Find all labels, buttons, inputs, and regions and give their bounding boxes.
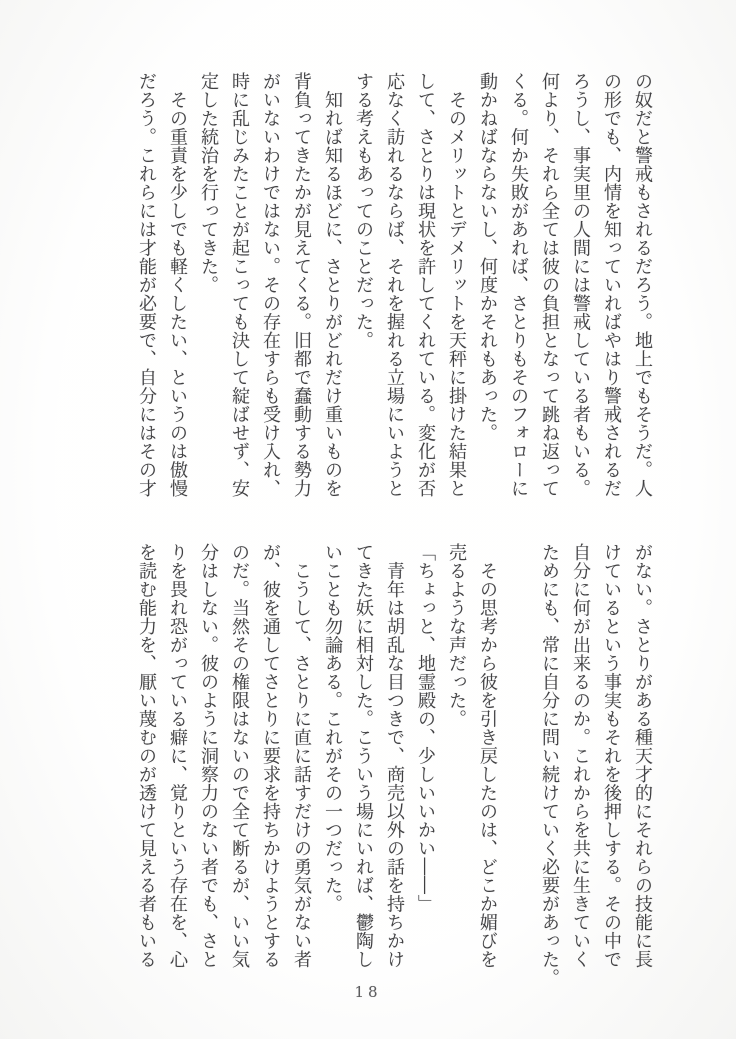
text-column: けているという事実もそれを後押しする。その中で bbox=[601, 543, 622, 969]
upper-text-block bbox=[131, 72, 658, 496]
text-column: の形でも、内情を知っていればやはり警戒されるだ bbox=[601, 72, 622, 498]
text-column: くる。何か失敗があれば、さとりもそのフォローに bbox=[508, 72, 529, 498]
text-column: が、彼を通してさとりに要求を持ちかけようとする bbox=[260, 543, 281, 969]
text-column: がいないわけではない。その存在すらも受け入れ、 bbox=[260, 72, 281, 498]
text-column: して、さとりは現状を許してくれている。変化が否 bbox=[415, 72, 436, 498]
text-column: ろうし、事実里の人間には警戒している者もいる。 bbox=[570, 72, 591, 498]
text-column: こうして、さとりに直に話すだけの勇気がない者 bbox=[291, 543, 312, 969]
text-column: 背負ってきたかが見えてくる。旧都で蠢動する勢力 bbox=[291, 72, 312, 498]
text-column: 知れば知るほどに、さとりがどれだけ重いものを bbox=[322, 72, 343, 498]
text-column: 動かねばならないし、何度かそれもあった。 bbox=[477, 72, 498, 442]
text-column: がない。さとりがある種天才的にそれらの技能に長 bbox=[632, 543, 653, 969]
text-column: 売るような声だった。 bbox=[446, 543, 467, 728]
text-column: 定した統治を行ってきた。 bbox=[198, 72, 219, 294]
blank-text-column bbox=[503, 543, 534, 967]
text-column: する考えもあってのことだった。 bbox=[353, 72, 374, 350]
lower-text-block bbox=[131, 543, 658, 987]
text-column: のだ。当然その権限はないので全て断るが、いい気 bbox=[229, 543, 250, 969]
text-column: の奴だと警戒もされるだろう。地上でもそうだ。人 bbox=[632, 72, 653, 498]
text-column: てきた妖に相対した。こういう場にいれば、鬱陶し bbox=[353, 543, 374, 969]
dialogue-column: 「ちょっと、地霊殿の、少しいいかい――」 bbox=[415, 543, 436, 913]
text-column: ためにも、常に自分に問い続けていく必要があった。 bbox=[539, 543, 560, 987]
text-column: だろう。これらには才能が必要で、自分にはその才 bbox=[136, 72, 157, 498]
text-column: を読む能力を、厭い蔑むのが透けて見える者もいる bbox=[136, 543, 157, 969]
text-column: 何より、それら全ては彼の負担となって跳ね返って bbox=[539, 72, 560, 498]
text-column: その重責を少しでも軽くしたい、というのは傲慢 bbox=[167, 72, 188, 498]
page-number: 18 bbox=[354, 983, 382, 1001]
text-column: 時に乱じみたことが起こっても決して綻ばせず、安 bbox=[229, 72, 250, 498]
text-column: 応なく訪れるならば、それを握れる立場にいようと bbox=[384, 72, 405, 498]
text-column: 分はしない。彼のように洞察力のない者でも、さと bbox=[198, 543, 219, 969]
text-column: りを畏れ恐がっている癖に、覚りという存在を、心 bbox=[167, 543, 188, 969]
text-column: そのメリットとデメリットを天秤に掛けた結果と bbox=[446, 72, 467, 498]
text-column: 自分に何が出来るのか。これからを共に生きていく bbox=[570, 543, 591, 969]
text-column: 青年は胡乱な目つきで、商売以外の話を持ちかけ bbox=[384, 543, 405, 969]
text-column: その思考から彼を引き戻したのは、どこか媚びを bbox=[477, 543, 498, 969]
text-column: いことも勿論ある。これがその一つだった。 bbox=[322, 543, 343, 913]
